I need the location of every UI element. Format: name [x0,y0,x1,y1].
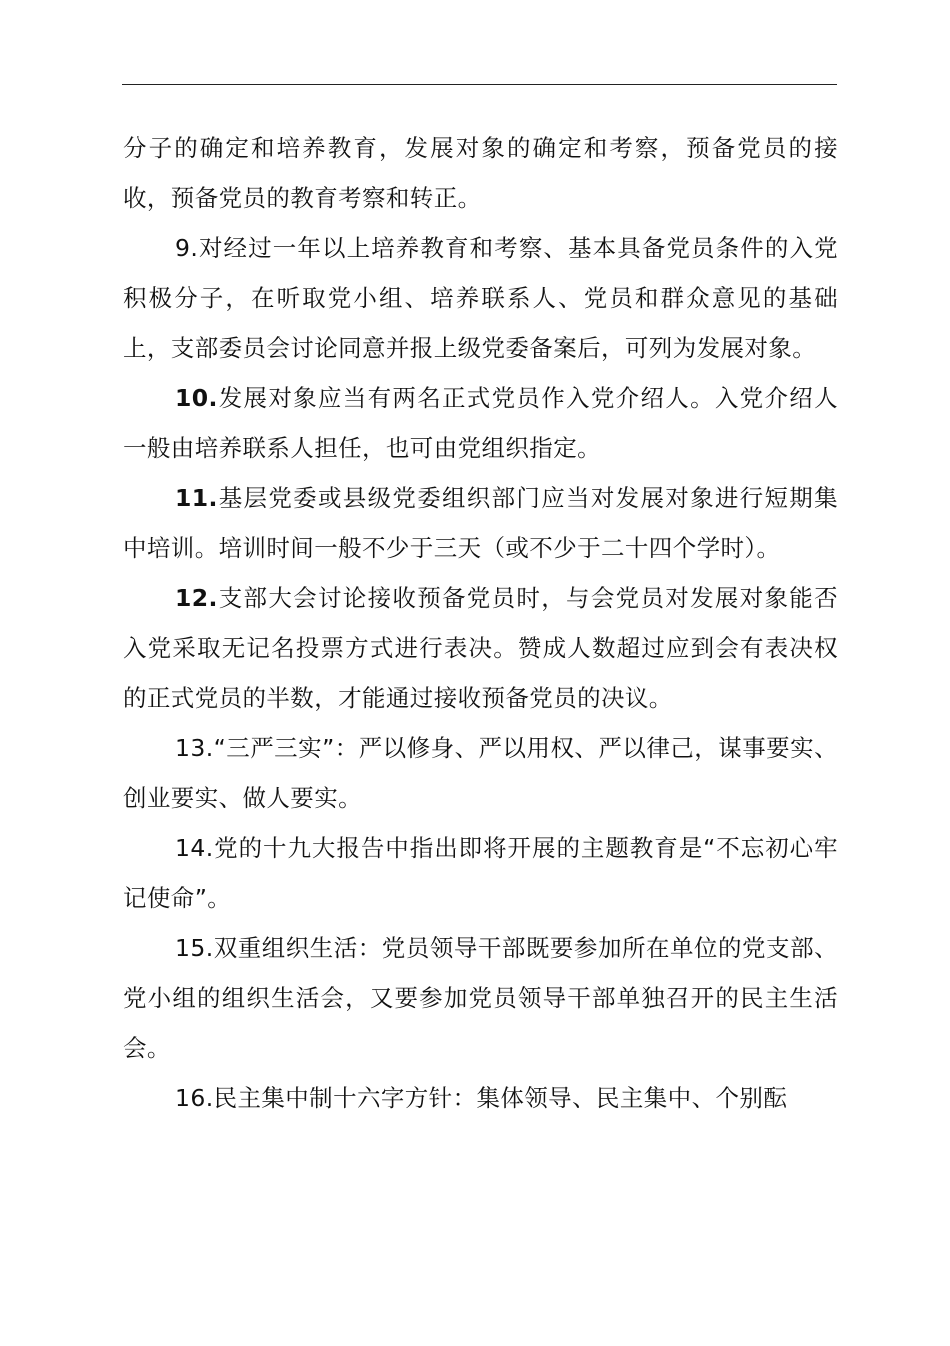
paragraph-continuation [123,123,838,223]
item-number: 10. [175,384,218,412]
item-text: 双重组织生活：党员领导干部既要参加所在单位的党支部、党小组的组织生活会，又要参加党员领导干部单独召开的民主生活会。 [123,934,838,1062]
header-rule [122,84,837,85]
paragraph-item-15 [123,923,838,1073]
item-number: 13. [175,734,214,762]
item-text: 对经过一年以上培养教育和考察、基本具备党员条件的入党积极分子，在听取党小组、培养联系人、党员和群众意见的基础上，支部委员会讨论同意并报上级党委备案后，可列为发展对象。 [123,234,838,362]
paragraph-item-13 [123,723,838,823]
paragraph-item-12 [123,573,838,723]
item-text: 民主集中制十六字方针：集体领导、民主集中、个别酝 [213,1084,788,1112]
paragraph-item-14 [123,823,838,923]
item-text: 党的十九大报告中指出即将开展的主题教育是“不忘初心牢记使命”。 [123,834,838,912]
document-body [123,123,838,1123]
paragraph-item-10 [123,373,838,473]
paragraph-item-9 [123,223,838,373]
item-number: 12. [175,584,218,612]
item-text: 发展对象应当有两名正式党员作入党介绍人。入党介绍人一般由培养联系人担任，也可由党组织指定。 [123,384,838,462]
item-number: 15. [175,934,214,962]
item-number: 14. [175,834,214,862]
item-number: 16. [175,1084,214,1112]
item-text: “三严三实”：严以修身、严以用权、严以律己，谋事要实、创业要实、做人要实。 [123,734,838,812]
paragraph-item-11 [123,473,838,573]
item-number: 11. [175,484,218,512]
paragraph-item-16 [123,1073,838,1123]
item-text: 分子的确定和培养教育，发展对象的确定和考察，预备党员的接收，预备党员的教育考察和转正。 [123,134,838,212]
item-text: 基层党委或县级党委组织部门应当对发展对象进行短期集中培训。培训时间一般不少于三天（或不少于二十四个学时）。 [123,484,838,562]
item-number: 9. [175,234,199,262]
item-text: 支部大会讨论接收预备党员时，与会党员对发展对象能否入党采取无记名投票方式进行表决。赞成人数超过应到会有表决权的正式党员的半数，才能通过接收预备党员的决议。 [123,584,838,712]
